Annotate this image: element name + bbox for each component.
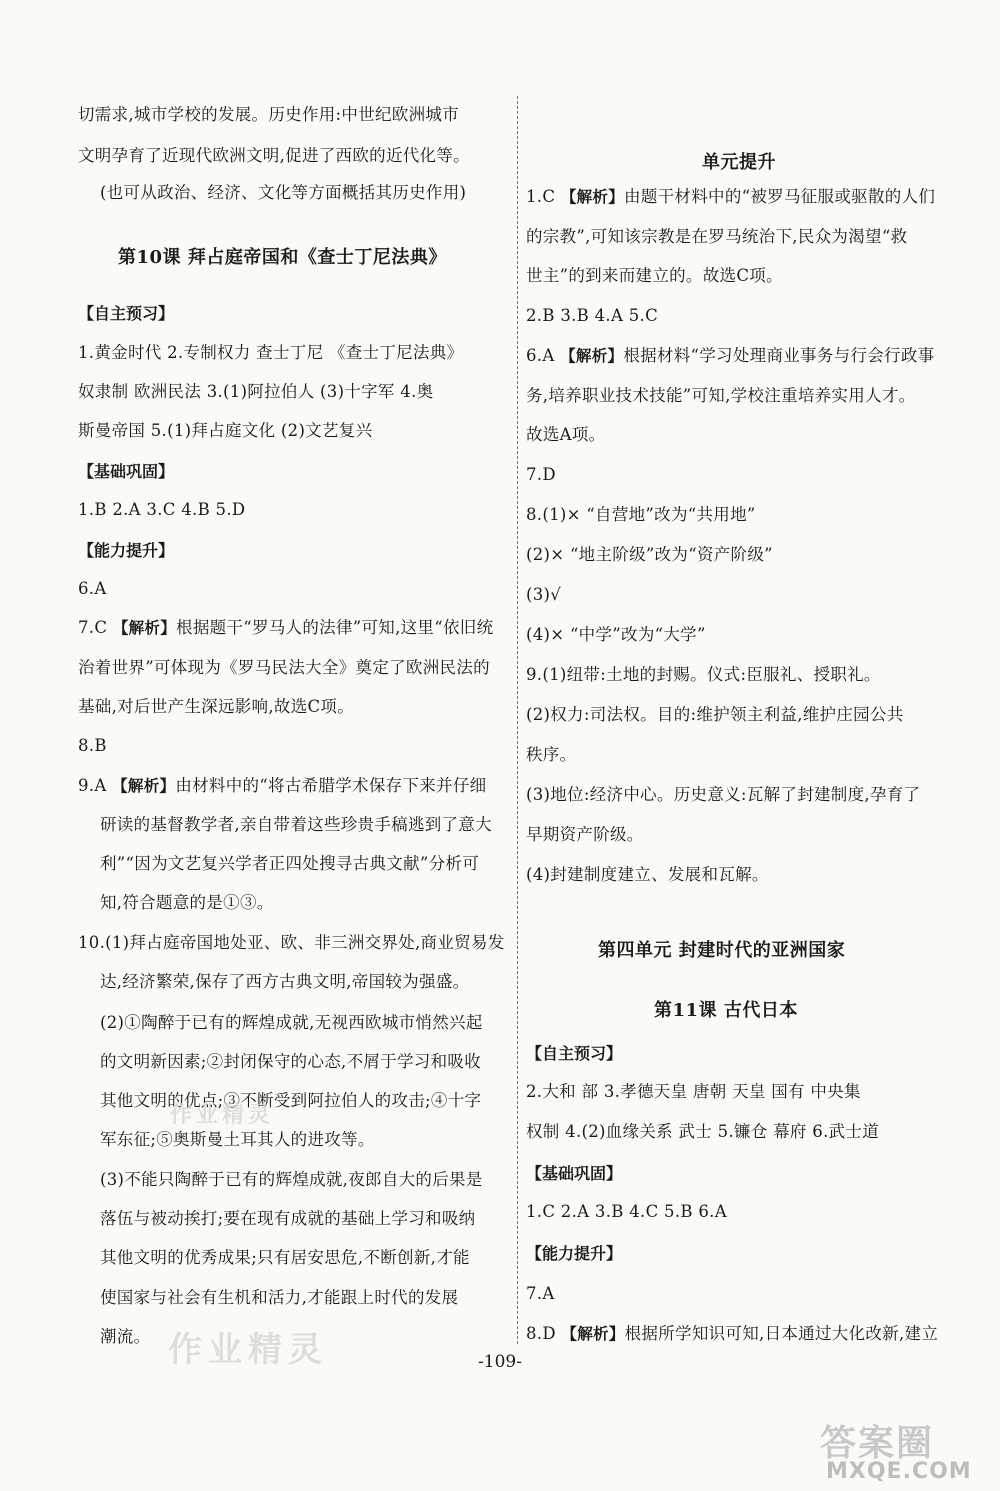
text-line: 2.B 3.B 4.A 5.C [526,306,658,325]
logo-main: 答案圈 [820,1423,935,1464]
text-line: 的宗教”,可知该宗教是在罗马统治下,民众为渴望“救 [526,227,908,246]
text-line: 6.A [78,579,107,598]
text-line: 1.C 2.A 3.B 4.C 5.B 6.A [526,1202,727,1221]
watermark-bottom-left: 作业精灵 [168,1330,328,1370]
text-line: (也可从政治、经济、文化等方面概括其历史作用) [100,183,467,202]
section-basic: 【基础巩固】 [78,462,175,481]
text-line: (3)√ [526,585,562,604]
logo-url: MXQE.COM [826,1459,972,1484]
analysis-tag: 【解析】 [561,1325,625,1343]
text-line: 治着世界”可体现为《罗马民法大全》奠定了欧洲民法的 [78,658,490,677]
text-line: 7.A [526,1284,555,1303]
text-line: 奴隶制 欧洲民法 3.(1)阿拉伯人 (3)十字军 4.奥 [78,382,434,401]
text-line: 1.B 2.A 3.C 4.B 5.D [78,500,246,519]
text-line: 早期资产阶级。 [526,825,644,844]
lesson-10-title: 第10课 拜占庭帝国和《查士丁尼法典》 [118,247,447,268]
text-line: 8.(1)× “自营地”改为“共用地” [526,505,756,524]
text-line: 落伍与被动挨打;要在现有成就的基础上学习和吸纳 [100,1209,476,1228]
text-line: 利”“因为文艺复兴学者正四处搜寻古典文献”分析可 [100,854,480,873]
text-line: 世主”的到来而建立的。故选C项。 [526,266,783,285]
page-number: -109- [478,1352,522,1372]
watermark-faint: 作业精灵 [170,1103,275,1128]
text-line: 军东征;⑤奥斯曼土耳其人的进攻等。 [100,1130,375,1149]
text-line: 8.B [78,736,107,755]
analysis-tag: 【解析】 [112,619,177,637]
text-line: 9.(1)纽带:土地的封赐。仪式:臣服礼、授职礼。 [526,665,881,684]
text-line: 切需求,城市学校的发展。历史作用:中世纪欧洲城市 [78,105,460,124]
text-line: 其他文明的优秀成果;只有居安思危,不断创新,才能 [100,1248,470,1267]
text-line: 1.黄金时代 2.专制权力 查士丁尼 《查士丁尼法典》 [78,343,464,362]
text-line: (3)不能只陶醉于已有的辉煌成就,夜郎自大的后果是 [100,1170,483,1189]
text-line: (4)封建制度建立、发展和瓦解。 [526,865,769,884]
text-line: 研读的基督教学者,亲自带着这些珍贵手稿逃到了意大 [100,815,492,834]
text-line: (2)①陶醉于已有的辉煌成就,无视西欧城市悄然兴起 [100,1013,483,1032]
column-divider [517,96,518,1344]
text-line: 知,符合题意的是①③。 [100,893,274,912]
text-line: 务,培养职业技术技能”可知,学校注重培养实用人才。 [526,386,916,405]
text-line: (3)地位:经济中心。历史意义:瓦解了封建制度,孕育了 [526,785,921,804]
analysis-tag: 【解析】 [560,347,624,365]
section-preview: 【自主预习】 [526,1044,623,1063]
text-line: 10.(1)拜占庭帝国地处亚、欧、非三洲交界处,商业贸易发 [78,933,505,952]
analysis-tag: 【解析】 [560,188,625,206]
section-ability: 【能力提升】 [78,541,175,560]
text-line: 2.大和 部 3.孝德天皇 唐朝 天皇 国有 中央集 [526,1082,861,1101]
text-line: 使国家与社会有生机和活力,才能跟上时代的发展 [100,1288,459,1307]
text-line: 7.D [526,465,556,484]
answer-6: 6.A 【解析】根据材料“学习处理商业事务与行会行政事 [526,346,935,365]
text-line: 秩序。 [526,745,577,764]
text-line: 文明孕育了近现代欧洲文明,促进了西欧的近代化等。 [78,146,470,165]
unit-improve-title: 单元提升 [702,152,776,173]
lesson-11-title: 第11课 古代日本 [654,1000,798,1021]
unit-4-title: 第四单元 封建时代的亚洲国家 [598,940,846,961]
section-basic: 【基础巩固】 [526,1164,623,1183]
answer-8: 8.D 【解析】根据所学知识可知,日本通过大化改新,建立 [526,1324,939,1343]
analysis-tag: 【解析】 [112,777,176,795]
text-line: 斯曼帝国 5.(1)拜占庭文化 (2)文艺复兴 [78,421,373,440]
answer-7: 7.C 【解析】根据题干“罗马人的法律”可知,这里“依旧统 [78,618,494,637]
site-logo [820,1415,990,1487]
text-line: 达,经济繁荣,保存了西方古典文明,帝国较为强盛。 [100,972,470,991]
answer-9: 9.A 【解析】由材料中的“将古希腊学术保存下来并仔细 [78,776,487,795]
text-line: (4)× “中学”改为“大学” [526,625,706,644]
text-line: 其他文明的优点;③不断受到阿拉伯人的攻击;④十字 [100,1091,482,1110]
text-line: 基础,对后世产生深远影响,故选C项。 [78,697,355,716]
text-line: 权制 4.(2)血缘关系 武士 5.镰仓 幕府 6.武士道 [526,1122,880,1141]
section-ability: 【能力提升】 [526,1244,623,1263]
text-line: 潮流。 [100,1327,151,1346]
text-line: 故选A项。 [526,425,606,444]
text-line: 的文明新因素;②封闭保守的心态,不屑于学习和吸收 [100,1052,482,1071]
text-line: (2)× “地主阶级”改为“资产阶级” [526,545,773,564]
answer-1: 1.C 【解析】由题干材料中的“被罗马征服或驱散的人们 [526,187,936,206]
text-line: (2)权力:司法权。目的:维护领主利益,维护庄园公共 [526,705,904,724]
section-preview: 【自主预习】 [78,304,175,323]
